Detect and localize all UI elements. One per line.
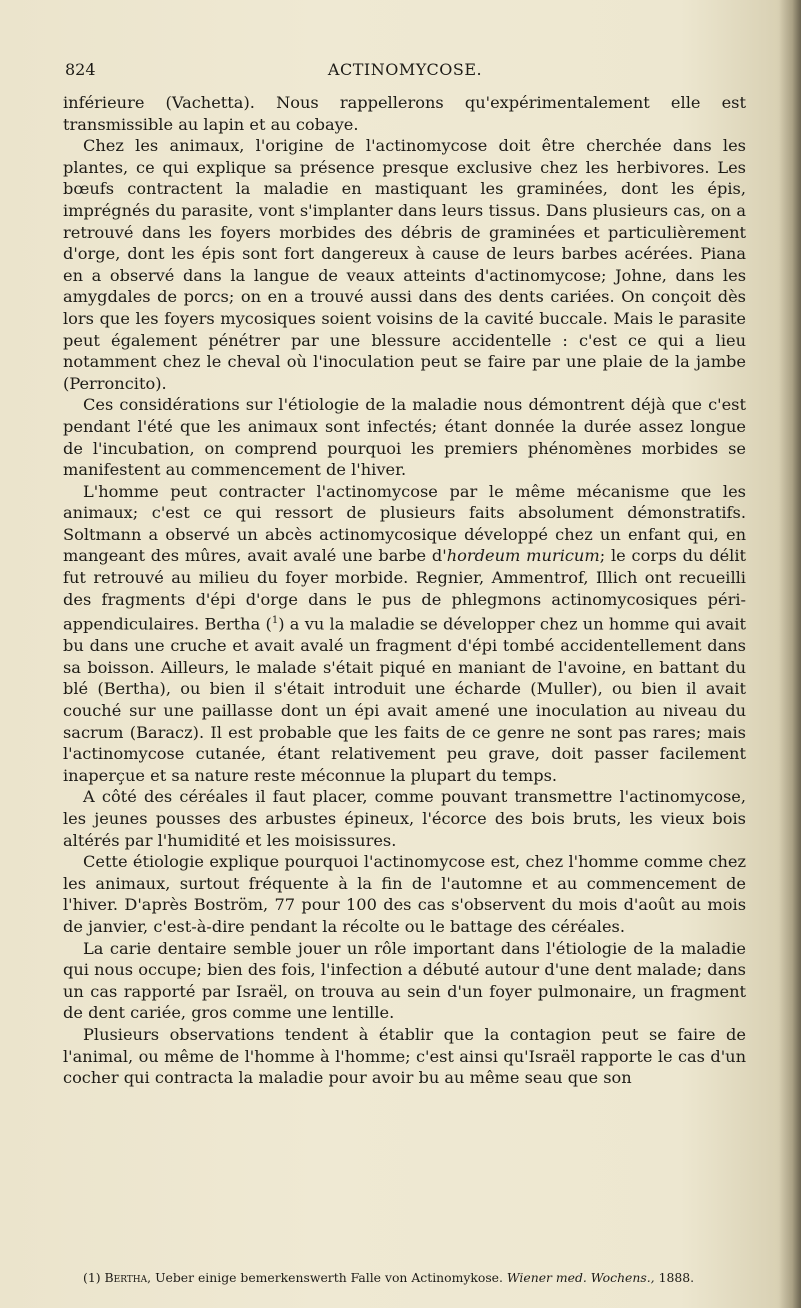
footnote-title: Ueber einige bemerkenswerth Falle von Actinomykose.	[155, 1270, 503, 1285]
running-title: ACTINOMYCOSE.	[327, 60, 483, 79]
paragraph-1: inférieure (Vachetta). Nous rappellerons qu'expérimentalement elle est transmissible au lapin et au cobaye.	[63, 93, 746, 134]
italic-term: hordeum muricum	[446, 546, 600, 566]
footnote-year: 1888.	[658, 1270, 695, 1285]
paragraph-4-part-1: L'homme peut contracter l'actinomycose par le même mécanisme que les animaux; c'est ce qui ressort de plusieurs faits absolument démonstratifs. Soltmann a observé un abcès actinomycosique développé chez un enfant qui, en mangeant des mûres, avait avalé une barbe d'	[63, 481, 746, 566]
paragraph-2: Chez les animaux, l'origine de l'actinomycose doit être cherchée dans les plantes, ce qui explique sa présence presque exclusive chez les herbivores. Les bœufs contractent la maladie en mastiquant les graminées, dont les épis, imprégnés du parasite, vont s'implanter dans leurs tissus. Dans plusieurs cas, on a retrouvé dans les foyers morbides des débris de graminées et particulièrement d'orge, dont les épis sont fort dangereux à cause de leurs barbes acérées. Piana en a observé dans la langue de veaux atteints d'actinomycose; Johne, dans les amygdales de porcs; on en a trouvé aussi dans des dents cariées. On conçoit dès lors que les foyers mycosiques soient voisins de la cavité buccale. Mais le parasite peut également pénétrer par une blessure accidentelle : c'est ce qui a lieu notamment chez le cheval où l'inoculation peut se faire par une plaie de la jambe (Perroncito).	[63, 136, 746, 393]
page-header	[65, 60, 745, 84]
paragraph-3: Ces considérations sur l'étiologie de la maladie nous démontrent déjà que c'est pendant l'été que les animaux sont infectés; étant donnée la durée assez longue de l'incubation, on comprend pourquoi les premiers phénomènes morbides se manifestent au commencement de l'hiver.	[63, 395, 746, 480]
paragraph-4-part-2: ; le corps du délit fut retrouvé au milieu du foyer morbide. Regnier, Ammentrof, Illich ont recueilli des fragments d'épi d'orge dans le pus de phlegmons actinomycosiques péri-appendiculaires. Bertha (	[63, 546, 747, 634]
paragraph-7: La carie dentaire semble jouer un rôle important dans l'étiologie de la maladie qui nous occupe; bien des fois, l'infection a débuté autour d'une dent malade; dans un cas rapporté par Israël, on trouva au sein d'un foyer pulmonaire, un fragment de dent cariée, gros comme une lentille.	[63, 938, 746, 1023]
paragraph-4	[63, 481, 746, 787]
footnote-journal: Wiener med. Wochens.,	[506, 1270, 655, 1285]
paragraph-5: A côté des céréales il faut placer, comme pouvant transmettre l'actinomycose, les jeunes pousses des arbustes épineux, l'écorce des bois bruts, les vieux bois altérés par l'humidité et les moisissures.	[63, 787, 746, 850]
paragraph-6: Cette étiologie explique pourquoi l'actinomycose est, chez l'homme comme chez les animaux, surtout fréquente à la fin de l'automne et au commencement de l'hiver. D'après Boström, 77 pour 100 des cas s'observent du mois d'août au mois de janvier, c'est-à-dire pendant la récolte ou le battage des céréales.	[63, 852, 746, 936]
paragraph-8: Plusieurs observations tendent à établir que la contagion peut se faire de l'animal, ou même de l'homme à l'homme; c'est ainsi qu'Israël rapporte le cas d'un cocher qui contracta la maladie pour avoir bu au même seau que son	[63, 1024, 746, 1088]
footnote-marker: (1)	[83, 1270, 101, 1285]
body-text	[63, 92, 746, 1089]
footnote-reference: 1	[271, 615, 279, 627]
paragraph-4-part-3: ) a vu la maladie se développer chez un homme qui avait bu dans une cruche et avait avalé un fragment d'épi tombé accidentellement dans sa boisson. Ailleurs, le malade s'était piqué en maniant de l'avoine, en battant du blé (Bertha), ou bien il s'était introduit une écharde (Muller), ou bien il avait couché sur une paillasse dont un épi avait amené une inoculation au niveau du sacrum (Baracz). Il est probable que les faits de ce genre ne sont pas rares; mais l'actinomycose cutanée, étant relativement peu grave, doit passer facilement inaperçue et sa nature reste méconnue la plupart du temps.	[63, 614, 746, 785]
page-number: 824	[65, 60, 96, 79]
page-edge-shadow	[779, 0, 801, 1308]
footnote	[63, 1270, 746, 1286]
footnote-author: Bertha,	[104, 1270, 152, 1285]
